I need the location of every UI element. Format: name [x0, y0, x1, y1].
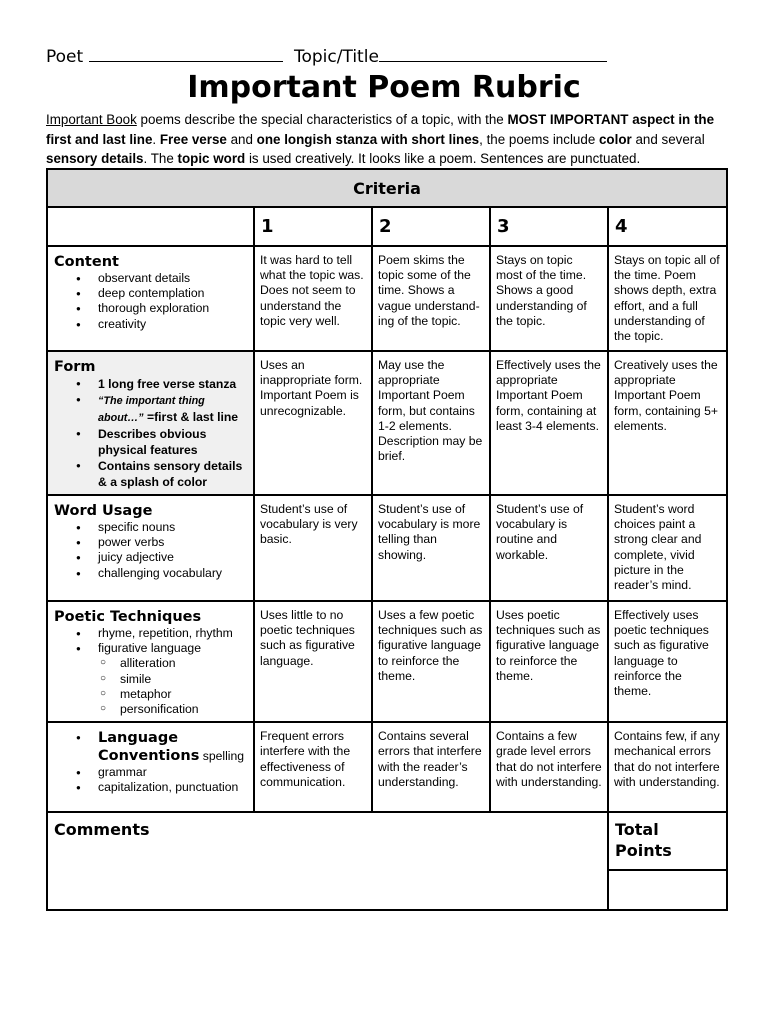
criterion-bullet: ● specific nouns	[98, 520, 249, 535]
descriptor-cell: Stays on topic most of the time. Shows a good understanding of the topic.	[490, 246, 608, 351]
category-title: Word Usage	[54, 503, 153, 519]
level-4-header: 4	[608, 207, 727, 246]
category-cell	[47, 351, 254, 495]
poet-topic-line	[46, 44, 726, 70]
criterion-bullet: ● grammar	[98, 765, 249, 780]
intro-bold: one longish stanza with short lines	[256, 131, 480, 147]
criterion-bullet: ● Contains sensory details & a splash of color	[98, 458, 249, 490]
criterion-bullet	[98, 729, 249, 765]
intro-text: and several	[631, 131, 705, 147]
row-content	[47, 246, 727, 351]
intro-text: and	[226, 131, 257, 147]
criteria-header: Criteria	[47, 169, 727, 207]
intro-bold: MOST IMPORTANT aspect in the first and last line	[46, 112, 715, 147]
category-title: Language Conventions	[98, 730, 200, 765]
row-form	[47, 351, 727, 495]
descriptor-cell: Creatively uses the appropriate Important Poem form, containing 5+ elements.	[608, 351, 727, 495]
row-word-usage	[47, 495, 727, 601]
category-cell	[47, 601, 254, 722]
descriptor-cell: Uses a few poetic techniques such as figurative language to reinforce the theme.	[372, 601, 490, 722]
level-1-header: 1	[254, 207, 372, 246]
sub-bullet-list	[98, 656, 249, 717]
descriptor-cell: Student’s use of vocabulary is more telling than showing.	[372, 495, 490, 601]
intro-text: .	[152, 131, 160, 147]
category-cell	[47, 246, 254, 351]
descriptor-cell: Uses poetic techniques such as figurative language to reinforce the theme.	[490, 601, 608, 722]
descriptor-cell: Poem skims the topic some of the time. Shows a vague understand-ing of the topic.	[372, 246, 490, 351]
descriptor-cell: Contains few, if any mechanical errors that do not interfere with understanding.	[608, 722, 727, 812]
level-3-header: 3	[490, 207, 608, 246]
intro-important-book: Important Book	[46, 112, 137, 127]
category-title: Poetic Techniques	[54, 609, 202, 625]
descriptor-cell: Uses an inappropriate form. Important Poem is unrecognizable.	[254, 351, 372, 495]
criterion-bullet: ● observant details	[98, 271, 249, 286]
comments-box[interactable]	[47, 812, 608, 910]
criterion-bullet: ● deep contemplation	[98, 286, 249, 301]
descriptor-cell: Student’s word choices paint a strong clear and complete, vivid picture in the reader’s mind.	[608, 495, 727, 601]
total-points-box[interactable]	[608, 870, 727, 910]
descriptor-cell: Uses little to no poetic techniques such as figurative language.	[254, 601, 372, 722]
criterion-bullet: ● thorough exploration	[98, 301, 249, 316]
criterion-quote: “The important thing about…”	[98, 395, 205, 424]
level-corner-cell	[47, 207, 254, 246]
criterion-bullet: ● juicy adjective	[98, 550, 249, 565]
descriptor-cell: It was hard to tell what the topic was. Does not seem to understand the topic very well.	[254, 246, 372, 351]
intro-text: is used creatively. It looks like a poem. Sentences are punctuated.	[245, 151, 641, 166]
intro-text: , the poems include	[479, 131, 599, 147]
criterion-text: =first & last line	[143, 410, 239, 424]
total-points-label: Total Points	[608, 812, 727, 870]
descriptor-cell: Stays on topic all of the time. Poem shows depth, extra effort, and a full understanding of the topic.	[608, 246, 727, 351]
intro-bold: Free verse	[159, 131, 227, 147]
intro-text: . The	[143, 151, 178, 166]
descriptor-cell: Effectively uses poetic techniques such as figurative language to reinforce the theme.	[608, 601, 727, 722]
category-title: Content	[54, 254, 119, 270]
criterion-bullet: ● capitalization, punctuation	[98, 780, 249, 795]
sub-bullet: ○ metaphor	[120, 687, 249, 702]
criterion-bullet: ● Describes obvious physical features	[98, 426, 249, 458]
criterion-bullet: ● rhyme, repetition, rhythm	[98, 626, 249, 641]
category-title: Form	[54, 359, 96, 375]
poet-blank	[89, 44, 283, 62]
descriptor-cell: Frequent errors interfere with the effectiveness of communication.	[254, 722, 372, 812]
page-title: Important Poem Rubric	[187, 70, 581, 105]
topic-blank	[379, 44, 607, 62]
descriptor-cell: May use the appropriate Important Poem form, but contains 1-2 elements. Description may be brief.	[372, 351, 490, 495]
intro-paragraph	[46, 110, 726, 169]
criterion-bullet: ● challenging vocabulary	[98, 566, 249, 581]
criterion-text: spelling	[199, 749, 245, 764]
row-language-conventions	[47, 722, 727, 812]
category-cell	[47, 495, 254, 601]
intro-text: poems describe the special characteristics of a topic, with the	[136, 112, 508, 127]
poet-label: Poet	[46, 47, 84, 67]
topic-label: Topic/Title	[293, 47, 379, 67]
row-poetic-techniques	[47, 601, 727, 722]
criterion-bullet	[98, 641, 249, 717]
descriptor-cell: Effectively uses the appropriate Important Poem form, containing at least 3-4 elements.	[490, 351, 608, 495]
descriptor-cell: Contains several errors that interfere with the reader’s understanding.	[372, 722, 490, 812]
category-cell	[47, 722, 254, 812]
criterion-bullet	[98, 392, 249, 426]
intro-bold: topic word	[177, 151, 246, 166]
intro-bold: color	[598, 131, 632, 147]
level-2-header: 2	[372, 207, 490, 246]
sub-bullet: ○ simile	[120, 672, 249, 687]
rubric-table	[46, 168, 728, 911]
descriptor-cell: Contains a few grade level errors that do not interfere with understanding.	[490, 722, 608, 812]
criterion-text: figurative language	[98, 641, 201, 656]
criterion-bullet: ● 1 long free verse stanza	[98, 376, 249, 392]
intro-bold: sensory details	[46, 151, 144, 166]
comments-label: Comments	[54, 820, 150, 840]
descriptor-cell: Student’s use of vocabulary is very basic.	[254, 495, 372, 601]
criterion-bullet: ● creativity	[98, 317, 249, 332]
sub-bullet: ○ personification	[120, 702, 249, 717]
sub-bullet: ○ alliteration	[120, 656, 249, 671]
criterion-bullet: ● power verbs	[98, 535, 249, 550]
descriptor-cell: Student’s use of vocabulary is routine and workable.	[490, 495, 608, 601]
